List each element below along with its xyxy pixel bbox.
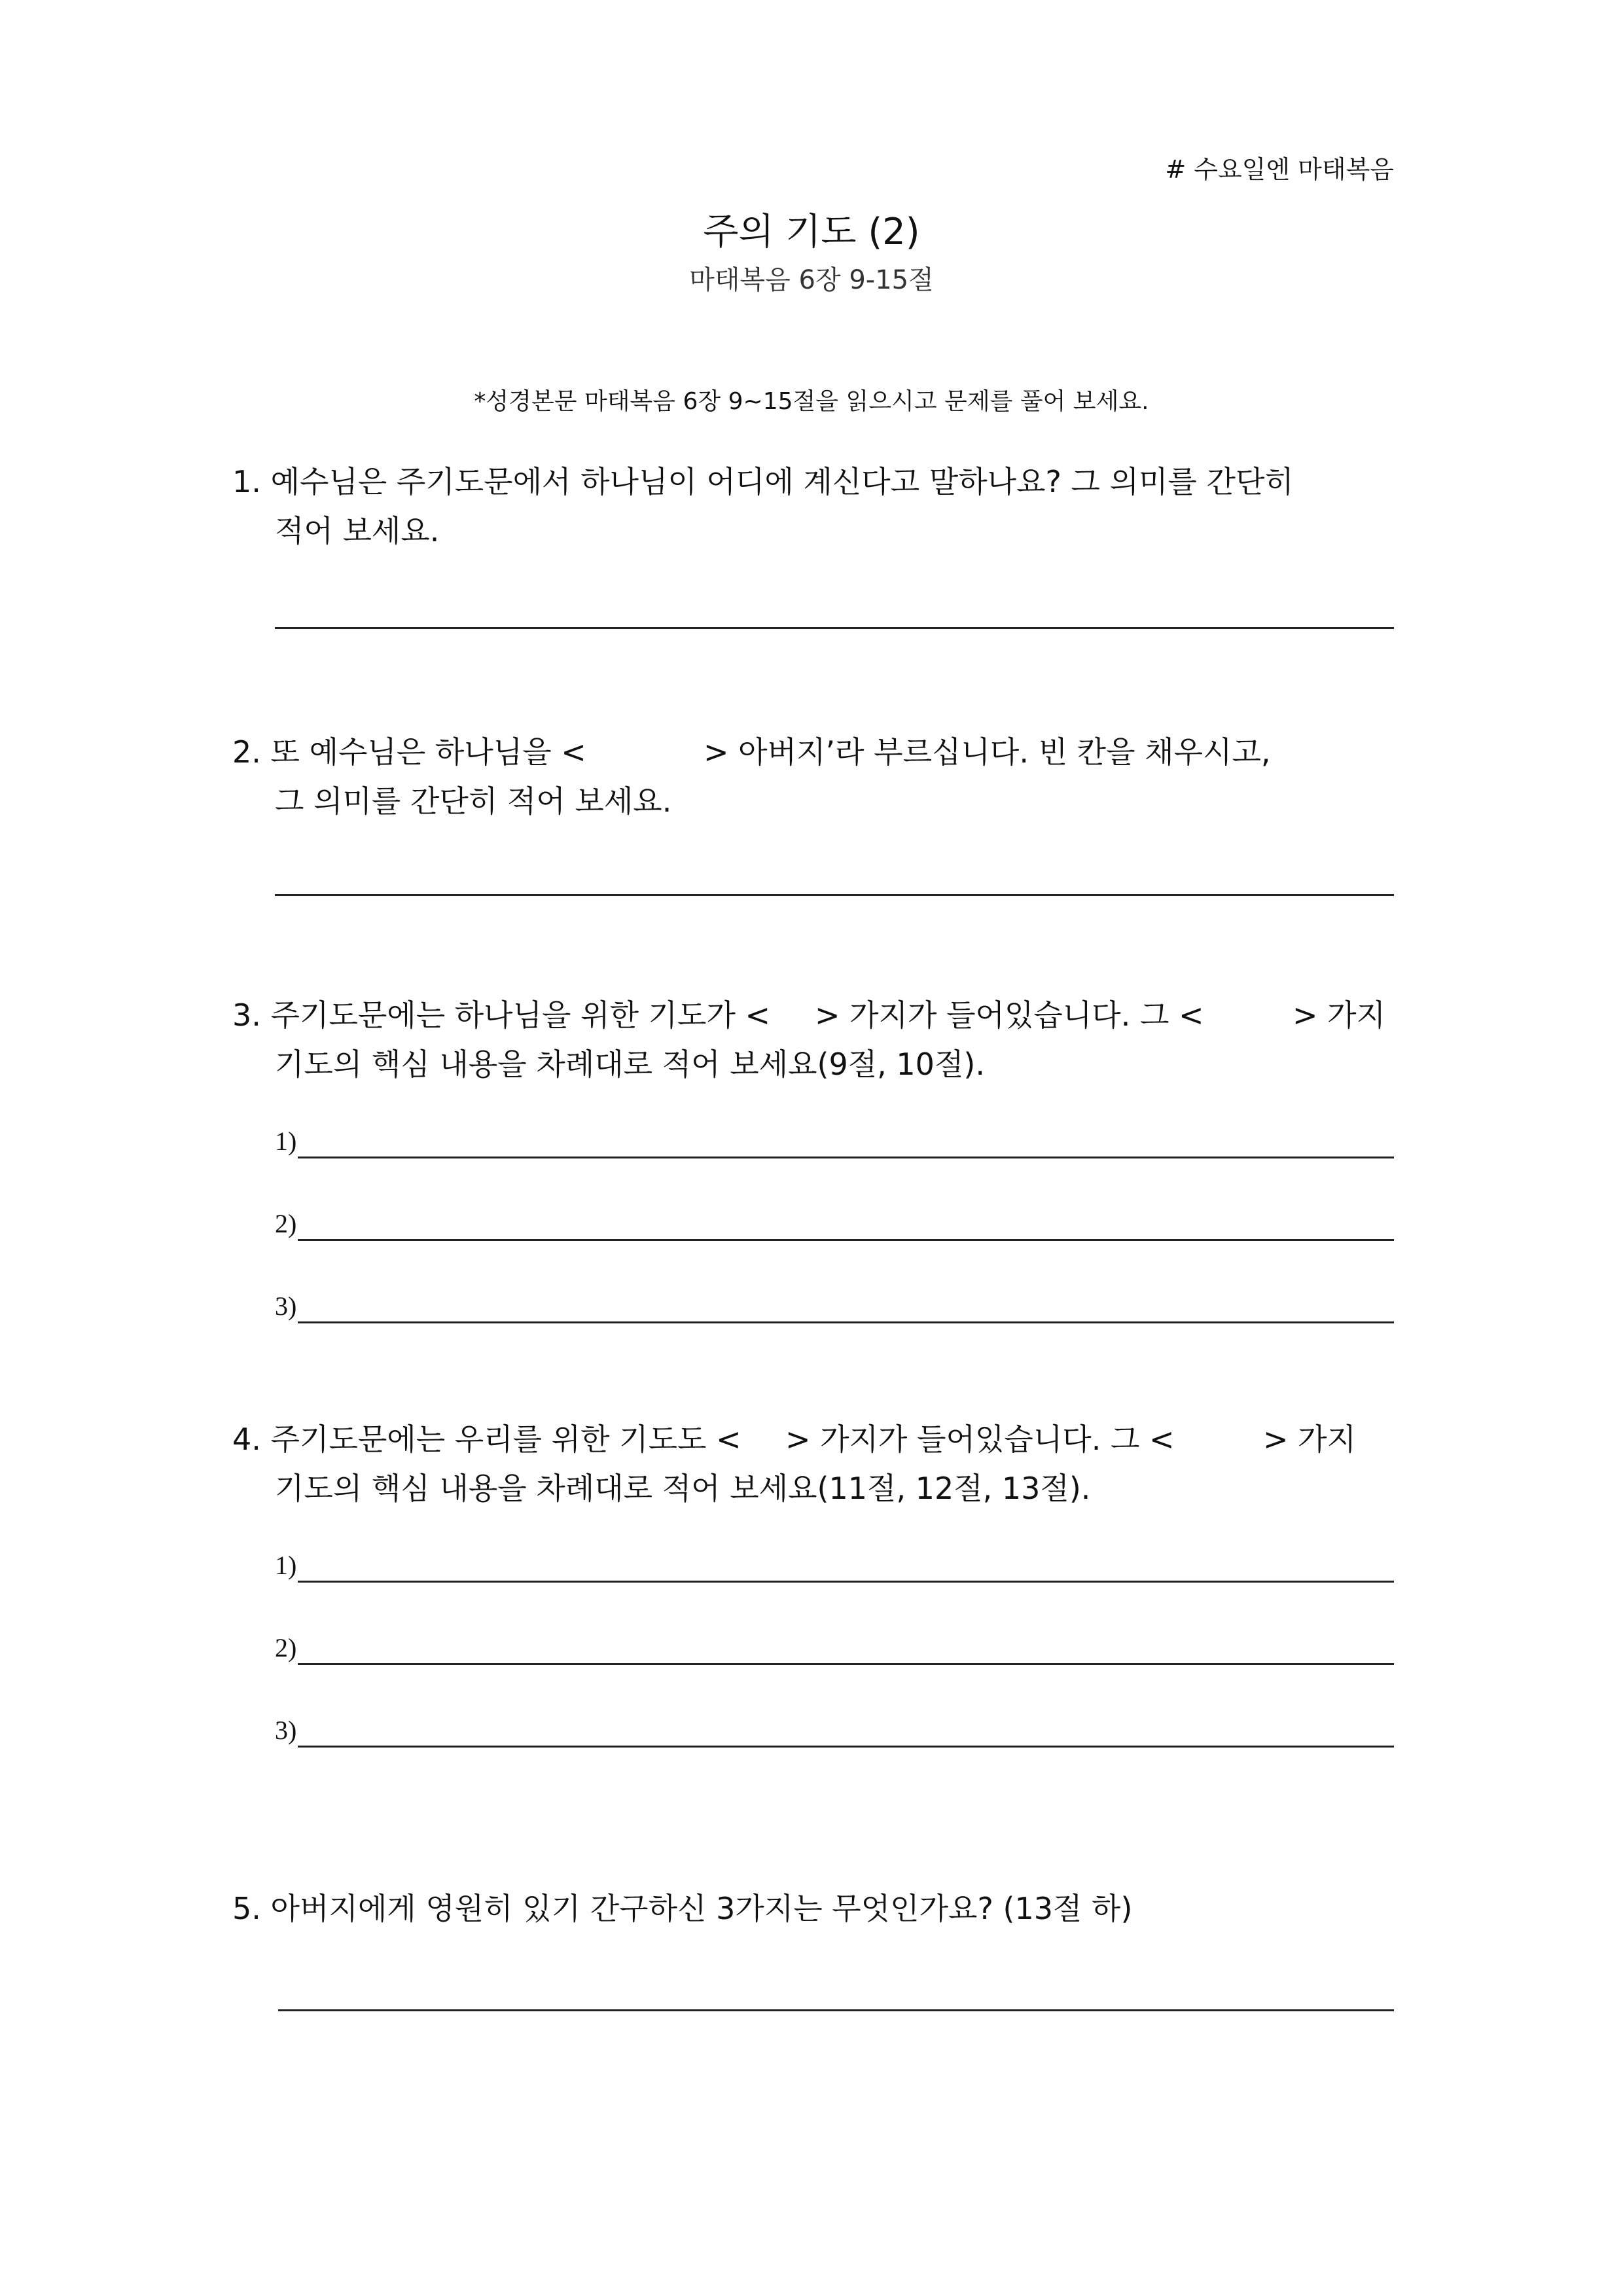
question-3-line1-c: > 가지 [1293,997,1386,1033]
page-title: 주의 기도 (2) [703,211,920,253]
answer-line-1[interactable] [275,627,1394,629]
question-3-line2: 기도의 핵심 내용을 차례대로 적어 보세요(9절, 10절). [275,1047,985,1082]
question-4-line1-a: 4. 주기도문에는 우리를 위한 기도도 < [232,1422,741,1457]
question-3-sub-label-3: 3) [275,1291,297,1321]
question-2-line1-a: 2. 또 예수님은 하나님을 < [232,734,586,770]
page-subtitle: 마태복음 6장 9-15절 [689,265,934,295]
instruction: *성경본문 마태복음 6장 9~15절을 읽으시고 문제를 풀어 보세요. [474,388,1149,415]
question-2-line2: 그 의미를 간단히 적어 보세요. [275,783,672,819]
question-1-line1: 1. 예수님은 주기도문에서 하나님이 어디에 계신다고 말하나요? 그 의미를 간단히 [232,464,1294,499]
answer-line-5[interactable] [278,2009,1394,2011]
question-3-line1-b: > 가지가 들어있습니다. 그 < [815,997,1204,1033]
answer-line-4-2[interactable] [298,1663,1394,1665]
question-3-line1-a: 3. 주기도문에는 하나님을 위한 기도가 < [232,997,771,1033]
question-4-sub-label-1: 1) [275,1551,297,1580]
answer-line-4-3[interactable] [298,1746,1394,1748]
answer-line-4-1[interactable] [298,1581,1394,1583]
question-5-line1: 5. 아버지에게 영원히 있기 간구하신 3가지는 무엇인가요? (13절 하) [232,1891,1133,1926]
header-tag: # 수요일엔 마태복음 [1165,155,1394,184]
question-2-line1-b: > 아버지’라 부르십니다. 빈 칸을 채우시고, [704,734,1271,770]
answer-line-2[interactable] [275,894,1394,896]
answer-line-3-3[interactable] [298,1321,1394,1323]
question-4-sub-label-3: 3) [275,1715,297,1745]
question-1-line2: 적어 보세요. [275,513,440,548]
question-4-line1-c: > 가지 [1263,1422,1357,1457]
question-3-sub-label-2: 2) [275,1209,297,1238]
question-4-sub-label-2: 2) [275,1633,297,1662]
question-3-sub-label-1: 1) [275,1126,297,1156]
answer-line-3-2[interactable] [298,1239,1394,1241]
question-4-line1-b: > 가지가 들어있습니다. 그 < [785,1422,1175,1457]
answer-line-3-1[interactable] [298,1157,1394,1158]
question-4-line2: 기도의 핵심 내용을 차례대로 적어 보세요(11절, 12절, 13절). [275,1471,1091,1506]
